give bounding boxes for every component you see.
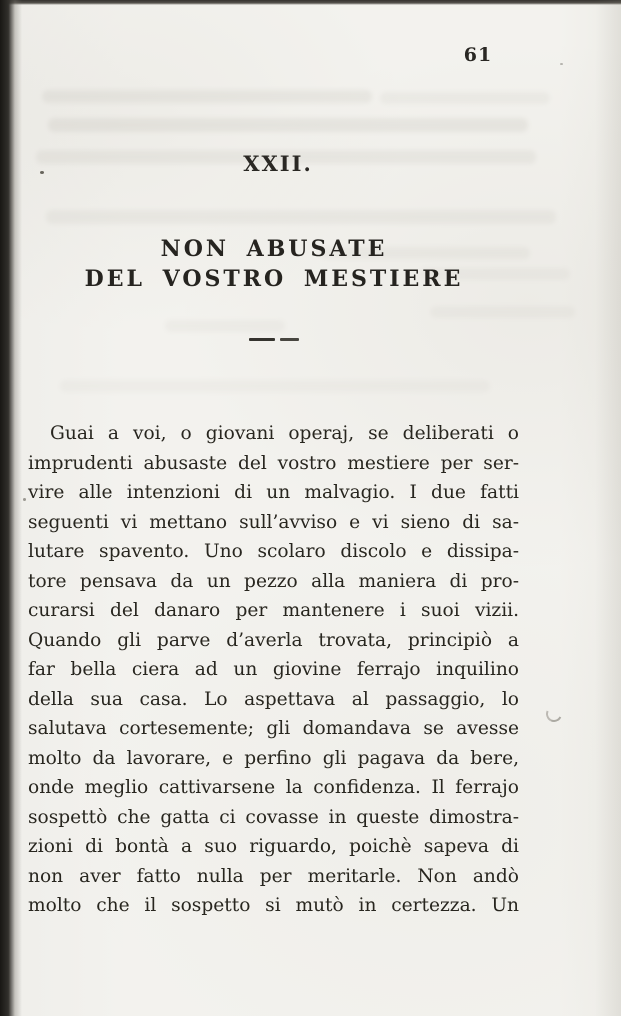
bleedthrough-mark	[380, 92, 550, 104]
bleedthrough-mark	[48, 118, 528, 132]
bleedthrough-mark	[46, 210, 556, 224]
body-paragraph	[28, 419, 519, 921]
bleedthrough-mark	[165, 320, 285, 332]
divider-dash	[249, 338, 275, 341]
divider-dash	[280, 338, 299, 341]
page-number: 61	[463, 44, 493, 66]
body-text-line: vire alle intenzioni di un malvagio. I due fatti	[28, 482, 519, 503]
body-text-line: non aver fatto nulla per meritarle. Non andò	[28, 865, 519, 887]
body-text-line: lutare spavento. Uno scolaro discolo e dissipa-	[28, 541, 519, 562]
body-text-line: della sua casa. Lo aspettava al passaggio, lo	[28, 688, 519, 710]
body-text-line: molto da lavorare, e perfino gli pagava da bere,	[28, 747, 519, 769]
section-divider	[28, 338, 520, 341]
book-binding-edge	[0, 0, 22, 1016]
bleedthrough-mark	[60, 380, 490, 392]
body-text-line: onde meglio cattivarsene la confidenza. Il ferrajo	[28, 777, 519, 798]
bleedthrough-mark	[42, 90, 372, 103]
ink-speckle	[23, 498, 26, 501]
stray-arc-mark	[544, 704, 565, 725]
body-text-line: zioni di bontà a suo riguardo, poichè sapeva di	[28, 836, 519, 857]
body-text-line: imprudenti abusaste del vostro mestiere per ser-	[28, 452, 519, 474]
chapter-title-line-1: NON ABUSATE	[160, 236, 388, 262]
chapter-title	[28, 234, 520, 294]
ink-speckle	[560, 63, 563, 65]
chapter-title-line-2: DEL VOSTRO MESTIERE	[84, 266, 464, 292]
page-right-shading	[595, 0, 621, 1016]
body-text-line: curarsi del danaro per mantenere i suoi vizii.	[28, 600, 519, 621]
body-text-line: sospettò che gatta ci covasse in queste dimostra-	[28, 806, 519, 828]
body-text-line: tore pensava da un pezzo alla maniera di pro-	[28, 570, 519, 592]
body-text-line: far bella ciera ad un giovine ferrajo inquilino	[28, 659, 519, 680]
bleedthrough-mark	[430, 306, 575, 318]
body-text-line: salutava cortesemente; gli domandava se avesse	[28, 718, 519, 739]
body-text-line: Quando gli parve d’averla trovata, principiò a	[28, 629, 519, 651]
body-text-line: seguenti vi mettano sull’avviso e vi sieno di sa-	[28, 511, 519, 533]
chapter-heading: XXII.	[243, 151, 313, 176]
page-top-edge	[0, 0, 621, 5]
body-text-line: Guai a voi, o giovani operaj, se deliberati o	[50, 423, 519, 444]
body-text-line: molto che il sospetto si mutò in certezza. Un	[28, 895, 519, 916]
